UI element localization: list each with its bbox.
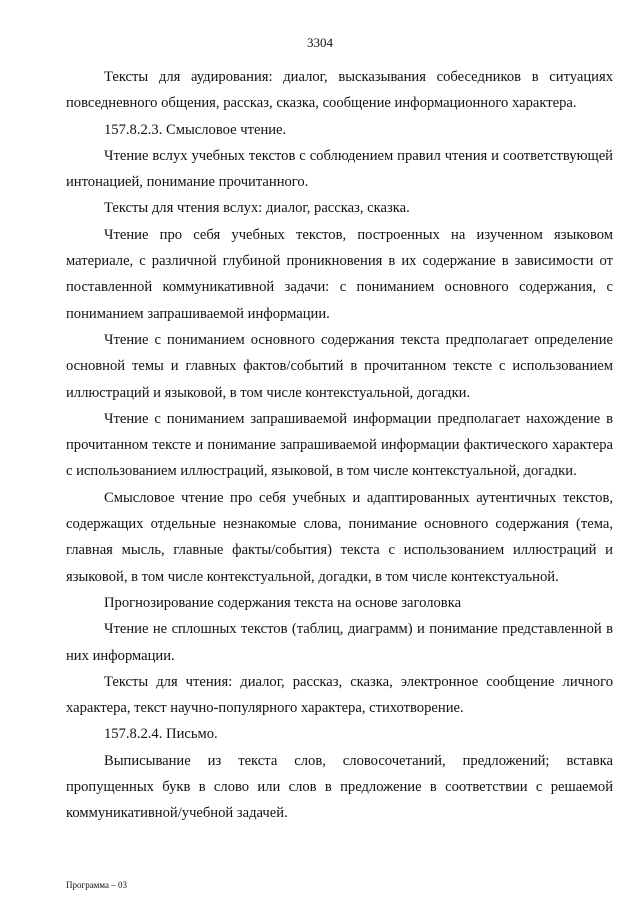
paragraph-audio-texts: Тексты для аудирования: диалог, высказывания собеседников в ситуациях повседневного общения, рассказ, сказка, сообщение информационного характера. xyxy=(66,69,613,112)
paragraph-non-continuous-texts: Чтение не сплошных текстов (таблиц, диаграмм) и понимание представленной в них информации. xyxy=(66,621,613,664)
paragraph-copying-from-text: Выписывание из текста слов, словосочетаний, предложений; вставка пропущенных букв в слово или слов в предложение в соответствии с решаемой коммуникативной/учебной задачей. xyxy=(66,752,613,822)
footer-program-label: Программа – 03 xyxy=(66,880,128,890)
paragraph-texts-for-reading-aloud: Тексты для чтения вслух: диалог, рассказ, сказка. xyxy=(104,200,410,217)
section-heading-writing: 157.8.2.4. Письмо. xyxy=(104,726,218,743)
paragraph-semantic-silent-reading: Смысловое чтение про себя учебных и адаптированных аутентичных текстов, содержащих отдельные незнакомые слова, понимание основного содержания (тема, главная мысль, главные факты/события) текста с использованием иллюстраций и языковой, в том числе контекстуальной, догадки, в том числе контекстуальной. xyxy=(66,489,613,585)
paragraph-reading-aloud: Чтение вслух учебных текстов с соблюдением правил чтения и соответствующей интонацией, понимание прочитанного. xyxy=(66,147,613,191)
page-number: 3304 xyxy=(307,35,333,50)
paragraph-silent-reading: Чтение про себя учебных текстов, построенных на изученном языковом материале, с различной глубиной проникновения в их содержание в зависимости от поставленной коммуникативной задачи: с пониманием основного содержания, с пониманием запрашиваемой информации. xyxy=(66,226,613,322)
paragraph-requested-info-reading: Чтение с пониманием запрашиваемой информации предполагает нахождение в прочитанном тексте и понимание запрашиваемой информации фактического характера с использованием иллюстраций, языковой, в том числе контекстуальной, догадки. xyxy=(66,410,613,480)
section-heading-semantic-reading: 157.8.2.3. Смысловое чтение. xyxy=(104,121,287,138)
paragraph-content-prediction: Прогнозирование содержания текста на основе заголовка xyxy=(104,594,462,611)
paragraph-main-content-reading: Чтение с пониманием основного содержания текста предполагает определение основной темы и главных фактов/событий в прочитанном тексте с использованием иллюстраций и языковой, в том числе контекстуальной, догадки. xyxy=(66,331,613,401)
paragraph-texts-for-reading: Тексты для чтения: диалог, рассказ, сказка, электронное сообщение личного характера, текст научно-популярного характера, стихотворение. xyxy=(66,673,613,717)
body-text xyxy=(66,64,613,827)
